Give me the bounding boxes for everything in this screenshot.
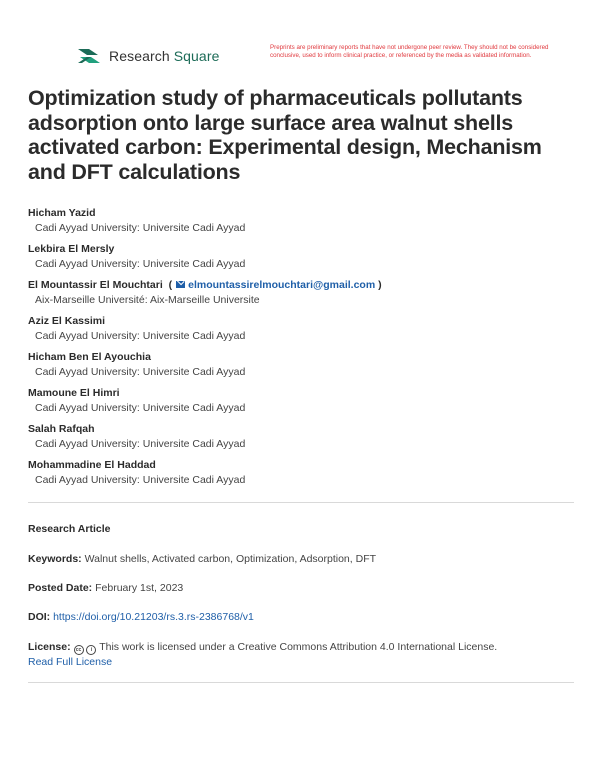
author-affiliation: Cadi Ayyad University: Universite Cadi Ayyad [35, 258, 246, 270]
divider [28, 502, 574, 503]
author-affiliation: Cadi Ayyad University: Universite Cadi Ayyad [35, 330, 246, 342]
author-entry [28, 458, 576, 494]
author-entry [28, 242, 576, 278]
paper-title: Optimization study of pharmaceuticals pollutants adsorption onto large surface area walnut shells activated carbon: Experimental design, Mechanism and DFT calculations [28, 86, 542, 184]
license-text: This work is licensed under a Creative Commons Attribution 4.0 International License. [99, 641, 498, 653]
preprint-disclaimer: Preprints are preliminary reports that have not undergone peer review. They should not be considered conclusive, used to inform clinical practice, or referenced by the media as validated information. [270, 44, 549, 59]
keywords-label: Keywords: [28, 553, 82, 565]
author-affiliation: Cadi Ayyad University: Universite Cadi Ayyad [35, 402, 246, 414]
author-affiliation: Cadi Ayyad University: Universite Cadi Ayyad [35, 438, 246, 450]
doi [28, 610, 574, 625]
author-list [28, 206, 576, 494]
doi-link[interactable]: https://doi.org/10.21203/rs.3.rs-2386768/v1 [53, 611, 254, 623]
posted-date [28, 581, 574, 596]
author-entry [28, 278, 576, 314]
article-type-label: Research Article [28, 523, 111, 535]
header [76, 44, 566, 74]
research-square-logo[interactable] [76, 46, 219, 66]
author-affiliation: Cadi Ayyad University: Universite Cadi Ayyad [35, 366, 246, 378]
license-label: License: [28, 641, 71, 653]
article-type [28, 522, 574, 537]
doi-label: DOI: [28, 611, 51, 623]
corresponding-author-line [28, 278, 576, 293]
paren-open: ( [165, 279, 173, 291]
author-name: Lekbira El Mersly [28, 243, 115, 255]
read-full-license-link[interactable]: Read Full License [28, 656, 113, 668]
author-email-link[interactable]: elmountassirelmouchtari@gmail.com [188, 279, 376, 291]
keywords [28, 552, 574, 567]
author-name: Hicham Ben El Ayouchia [28, 351, 151, 363]
paren-close: ) [375, 279, 382, 291]
author-name: Mamoune El Himri [28, 387, 120, 399]
keywords-value: Walnut shells, Activated carbon, Optimization, Adsorption, DFT [84, 553, 377, 565]
author-affiliation: Aix-Marseille Université: Aix-Marseille Universite [35, 294, 260, 306]
author-name: Salah Rafqah [28, 423, 95, 435]
divider [28, 682, 574, 683]
attribution-icon: i [86, 645, 96, 655]
author-name: Hicham Yazid [28, 207, 96, 219]
envelope-icon [176, 281, 185, 288]
author-entry [28, 386, 576, 422]
cc-icon: cc [74, 645, 84, 655]
author-entry [28, 422, 576, 458]
author-name: Aziz El Kassimi [28, 315, 106, 327]
logo-text [109, 48, 219, 64]
license [28, 640, 574, 670]
posted-date-value: February 1st, 2023 [95, 582, 184, 594]
author-entry [28, 350, 576, 386]
logo-name: Research [109, 48, 170, 64]
author-entry [28, 314, 576, 350]
author-affiliation: Cadi Ayyad University: Universite Cadi Ayyad [35, 474, 246, 486]
author-entry [28, 206, 576, 242]
author-name: El Mountassir El Mouchtari [28, 279, 163, 291]
logo-name-accent: Square [173, 48, 220, 64]
author-affiliation: Cadi Ayyad University: Universite Cadi Ayyad [35, 222, 246, 234]
posted-date-label: Posted Date: [28, 582, 93, 594]
research-square-logo-icon [76, 46, 102, 66]
author-name: Mohammadine El Haddad [28, 459, 156, 471]
